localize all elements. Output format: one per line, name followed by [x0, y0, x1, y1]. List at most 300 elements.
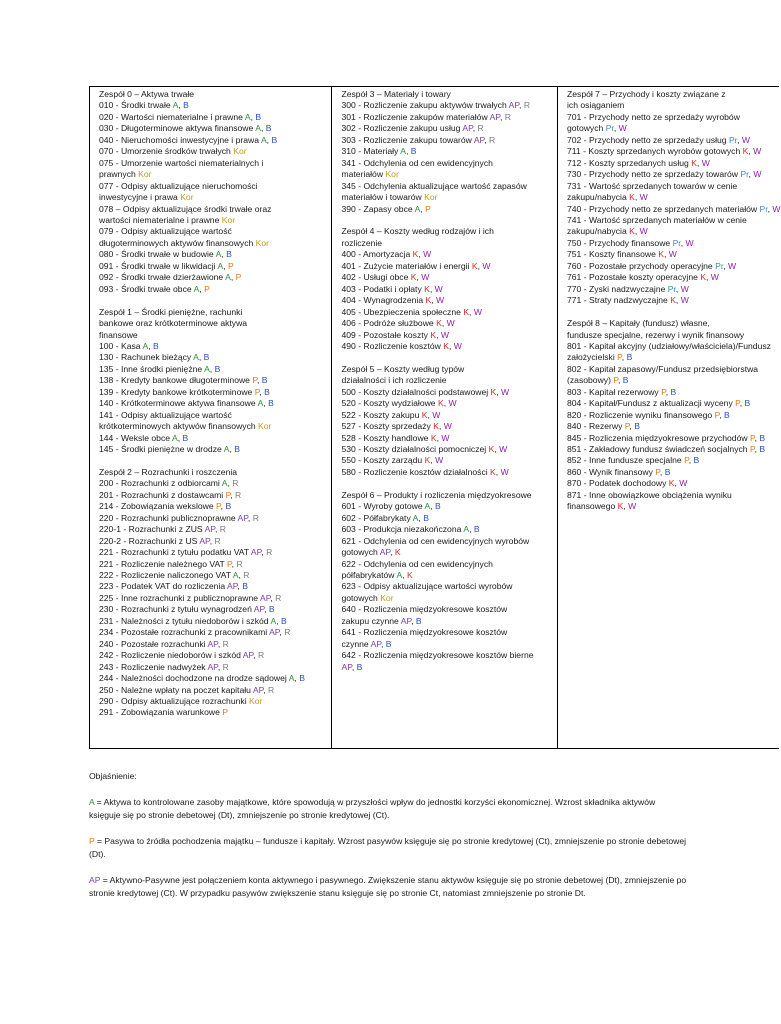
legend-title: Objaśnienie:: [89, 771, 137, 781]
account-text: 845 - Rozliczenia międzyokresowe przychodów: [567, 432, 748, 443]
account-type-tag: R: [219, 524, 226, 535]
account-type-tag: R: [243, 570, 250, 580]
account-type-tag: K: [691, 157, 697, 168]
account-type-tag: R: [284, 627, 291, 638]
account-line: (zasobowy) P, B: [567, 375, 629, 386]
account-type-tag: W: [499, 444, 508, 455]
account-type-tag: B: [435, 501, 441, 512]
account-type-tag: K: [670, 295, 676, 306]
account-text: 603 - Produkcja niezakończona: [341, 524, 462, 535]
account-text: 401 - Zużycie materiałów i energii: [341, 260, 470, 271]
account-type-tag: B: [473, 524, 480, 535]
account-line: [99, 421, 328, 432]
account-type-tag: AP: [341, 661, 352, 672]
account-text: 220 - Rozrachunki publicznoprawne: [99, 512, 236, 523]
account-type-tag: K: [433, 421, 439, 432]
account-type-tag: W: [741, 134, 750, 145]
account-text: 404 - Wynagrodzenia: [341, 295, 424, 306]
account-line: 406 - Podróże służbowe K, W: [341, 318, 455, 329]
account-group: [99, 89, 328, 295]
account-text: 803 - Kapitał rezerwowy: [567, 386, 659, 397]
account-text: 390 - Zapasy obce: [341, 203, 413, 214]
account-text: 403 - Podatki i opłaty: [341, 283, 422, 294]
account-line: 030 - Długoterminowe aktywa finansowe A, B: [99, 123, 272, 134]
account-line: [341, 627, 554, 638]
account-type-tag: K: [437, 398, 444, 409]
account-type-tag: K: [700, 272, 707, 283]
account-text: 527 - Koszty sprzedaży: [341, 421, 431, 432]
account-text: 301 - Rozliczenie zakupów materiałów: [341, 111, 488, 122]
account-type-tag: B: [268, 604, 275, 615]
account-type-tag: AP: [473, 134, 485, 145]
account-line: 860 - Wynik finansowy P, B: [567, 466, 671, 477]
account-type-tag: K: [742, 146, 749, 157]
legend: [89, 770, 689, 913]
account-line: 400 - Amortyzacja K, W: [341, 249, 432, 260]
group-heading: [99, 467, 328, 478]
account-text: 345 - Odchylenia aktualizujące wartość zapasów: [341, 180, 527, 191]
account-type-tag: B: [203, 352, 210, 363]
account-type-tag: W: [473, 306, 482, 317]
account-type-tag: A: [142, 340, 149, 351]
account-type-tag: B: [634, 421, 640, 432]
account-type-tag: AP: [462, 123, 473, 134]
account-type-tag: P: [624, 421, 630, 432]
account-text: 712 - Koszty sprzedanych usług: [567, 157, 689, 168]
account-type-tag: R: [523, 100, 531, 111]
account-type-tag: R: [236, 558, 243, 569]
account-type-tag: W: [421, 272, 430, 283]
account-type-tag: Kor: [380, 592, 394, 603]
account-text: zakupu/nabycia: [567, 226, 627, 237]
account-line: 840 - Rezerwy P, B: [567, 421, 640, 432]
account-line: [99, 330, 328, 341]
legend-item: [89, 874, 689, 900]
account-type-tag: Pr: [672, 237, 681, 248]
legend-item: [89, 835, 689, 861]
account-type-tag: AP: [242, 650, 254, 661]
account-type-tag: R: [275, 592, 282, 603]
account-line: [567, 181, 776, 192]
account-line: 603 - Produkcja niezakończona A, B: [341, 524, 480, 535]
account-type-tag: B: [268, 398, 274, 409]
account-line: AP, B: [341, 661, 363, 672]
account-type-tag: R: [257, 650, 265, 661]
account-line: 771 - Straty nadzwyczajne K, W: [567, 295, 689, 306]
account-line: [341, 169, 554, 180]
account-type-tag: AP: [400, 615, 412, 626]
account-type-tag: B: [626, 352, 633, 363]
account-type-tag: AP: [250, 547, 262, 558]
account-type-tag: W: [501, 386, 510, 397]
account-line: [567, 364, 776, 375]
account-text: 550 - Koszty zarządu: [341, 455, 423, 466]
account-group: [341, 364, 554, 479]
account-type-tag: K: [471, 260, 478, 271]
account-line: 852 - Inne fundusze specjalne P, B: [567, 455, 700, 466]
account-text: 144 - Weksle obce: [99, 432, 171, 443]
account-type-tag: R: [477, 123, 484, 134]
account-line: 138 - Kredyty bankowe długoterminowe P, B: [99, 375, 268, 386]
account-type-tag: AP: [489, 111, 500, 122]
account-text: 621 - Odchylenia od cen ewidencyjnych wyrobów: [341, 535, 530, 546]
account-text: 214 - Zobowiązania wekslowe: [99, 501, 214, 512]
account-line: 303 - Rozliczenie zakupu towarów AP, R: [341, 134, 496, 145]
account-line: finansowego K, W: [567, 501, 637, 512]
account-type-tag: K: [425, 295, 432, 306]
group-heading: [99, 307, 328, 318]
account-type-tag: W: [753, 146, 762, 157]
account-text: gotowych: [567, 123, 604, 134]
account-type-tag: A: [204, 363, 210, 374]
account-group: [341, 490, 554, 673]
account-line: 804 - Kapitał/Fundusz z aktualizacji wyceny P, B: [567, 398, 751, 409]
account-line: 711 - Koszty sprzedanych wyrobów gotowych K, W: [567, 146, 762, 157]
account-type-tag: W: [728, 260, 737, 271]
account-type-tag: W: [680, 283, 689, 294]
account-text: 761 - Pozostałe koszty operacyjne: [567, 272, 698, 283]
account-type-tag: AP: [508, 100, 520, 111]
account-text: 860 - Wynik finansowy: [567, 466, 653, 477]
account-text: półfabrykatów: [341, 569, 395, 580]
group-heading: [341, 364, 554, 375]
account-type-tag: P: [684, 455, 689, 466]
account-type-tag: B: [255, 111, 262, 122]
account-line: [99, 238, 328, 249]
account-type-tag: B: [385, 638, 392, 649]
account-line: zakupu/nabycia K, W: [567, 226, 648, 237]
account-type-tag: B: [153, 340, 159, 351]
account-type-tag: B: [299, 673, 305, 684]
account-line: [99, 181, 328, 192]
account-type-tag: P: [655, 466, 660, 477]
account-text: Zespół 6 – Produkty i rozliczenia międzyokresowe: [341, 489, 532, 500]
account-type-tag: A: [255, 123, 261, 134]
account-type-tag: Pr: [667, 283, 676, 294]
account-line: 740 - Przychody netto ze sprzedanych materiałów Pr, W: [567, 203, 781, 214]
account-text: 130 - Rachunek bieżący: [99, 352, 192, 363]
account-text: 851 - Zakładowy fundusz świadczeń socjalnych: [567, 444, 748, 455]
account-line: 092 - Środki trwałe dzierżawione A, P: [99, 272, 242, 283]
account-type-tag: W: [685, 237, 694, 248]
legend-text: = Aktywa to kontrolowane zasoby majątkowe, które spowodują w przyszłości wpływ do jednostki korzyści ekonomicznej. Wzrost składnika aktywów księguje się po stronie debetowej (Dt), zmniejszenie po stronie kredytowej (Ct).: [89, 797, 656, 820]
group-heading: [99, 89, 328, 100]
account-text: 310 - Materiały: [341, 146, 399, 157]
account-text: 240 - Pozostałe rozrachunki: [99, 638, 206, 649]
account-type-tag: W: [680, 295, 689, 306]
account-line: gotowych Pr, W: [567, 123, 627, 134]
account-type-tag: B: [226, 249, 232, 260]
account-text: Zespół 3 – Materiały i towary: [341, 89, 451, 99]
account-text: 139 - Kredyty bankowe krótkoterminowe: [99, 386, 253, 397]
account-type-tag: Kor: [180, 192, 194, 203]
account-text: 602 - Półfabrykaty: [341, 512, 411, 523]
account-text: inwestycyjne i prawa: [99, 192, 178, 203]
table-column-1: [90, 87, 332, 748]
account-line: [567, 330, 776, 341]
account-type-tag: B: [622, 375, 629, 386]
account-type-tag: K: [430, 432, 437, 443]
account-text: 222 - Rozliczenie naliczonego VAT: [99, 570, 231, 580]
account-text: 852 - Inne fundusze specjalne: [567, 455, 682, 466]
account-line: 214 - Zobowiązania wekslowe P, B: [99, 501, 232, 512]
account-text: 711 - Koszty sprzedanych wyrobów gotowych: [567, 146, 741, 157]
account-text: działalności i ich rozliczenie: [341, 375, 447, 386]
account-line: 234 - Pozostałe rozrachunki z pracownikami AP, R: [99, 627, 291, 638]
account-type-tag: W: [772, 203, 781, 214]
account-text: 601 - Wyroby gotowe: [341, 501, 423, 512]
account-line: 409 - Pozostałe koszty K, W: [341, 329, 449, 340]
account-line: 845 - Rozliczenia międzyokresowe przychodów P, B: [567, 432, 766, 443]
account-text: materiałów: [341, 169, 384, 180]
account-text: 402 - Usługi obce: [341, 272, 409, 283]
account-type-tag: R: [232, 478, 239, 489]
account-text: 702 - Przychody netto ze sprzedaży usług: [567, 134, 727, 145]
account-type-tag: W: [441, 432, 450, 443]
account-text: 520 - Koszty wydziałowe: [341, 398, 436, 409]
account-text: 760 - Pozostałe przychody operacyjne: [567, 260, 713, 271]
account-type-tag: P: [227, 260, 234, 271]
account-type-tag: B: [693, 455, 700, 466]
account-type-tag: A: [244, 111, 251, 122]
account-type-tag: Pr: [759, 203, 768, 214]
account-type-tag: R: [214, 535, 221, 546]
account-line: [99, 158, 328, 169]
account-type-tag: Pr: [740, 169, 749, 180]
account-line: 135 - Inne środki pieniężne A, B: [99, 363, 221, 374]
account-type-tag: A: [424, 501, 431, 512]
account-type-tag: P: [252, 375, 257, 386]
account-type-tag: K: [668, 478, 675, 489]
account-text: 225 - Inne rozrachunki z publicznoprawne: [99, 592, 259, 603]
account-type-tag: A: [463, 524, 470, 535]
account-line: 528 - Koszty handlowe K, W: [341, 432, 450, 443]
account-line: 080 - Środki trwałe w budowie A, B: [99, 249, 232, 260]
account-line: 770 - Zyski nadzwyczajne Pr, W: [567, 283, 689, 294]
account-type-tag: P: [425, 203, 431, 214]
account-type-tag: Kor: [385, 169, 399, 180]
account-type-tag: W: [443, 421, 452, 432]
account-type-tag: R: [267, 684, 275, 695]
account-line: [567, 215, 776, 226]
account-type-tag: P: [749, 432, 755, 443]
account-text: rozliczenie: [341, 237, 383, 248]
account-type-tag: A: [217, 260, 224, 271]
account-type-tag: K: [424, 455, 431, 466]
account-line: półfabrykatów A, K: [341, 569, 413, 580]
account-type-tag: B: [264, 386, 270, 397]
account-line: czynne AP, B: [341, 638, 392, 649]
legend-text: = Aktywno-Pasywne jest połączeniem konta aktywnego i pasywnego. Zwiększenie stanu aktywów księguje się po stronie debetowej (Dt), zmniejszenie po stronie kredytowej (Ct). W przypadku pasywów zwiększenie stanu księguje się po stronie Ct, natomiast zmniejszenie po stronie Dt.: [89, 875, 687, 898]
account-type-tag: W: [639, 226, 648, 237]
account-type-tag: B: [415, 615, 422, 626]
account-type-tag: W: [435, 455, 444, 466]
account-text: 300 - Rozliczenie zakupu aktywów trwałych: [341, 100, 507, 111]
account-text: 740 - Przychody netto ze sprzedanych materiałów: [567, 203, 758, 214]
account-type-tag: P: [749, 444, 755, 455]
account-text: Zespół 1 – Środki pieniężne, rachunki: [99, 306, 243, 317]
account-type-tag: A: [270, 615, 277, 626]
account-type-tag: A: [172, 100, 179, 111]
account-type-tag: K: [490, 386, 497, 397]
account-type-tag: K: [629, 192, 635, 203]
account-text: 640 - Rozliczenia międzyokresowe kosztów: [341, 604, 508, 615]
account-type-tag: A: [215, 249, 222, 260]
account-line: 223 - Podatek VAT do rozliczenia AP, B: [99, 581, 248, 592]
account-line: [341, 559, 554, 570]
account-type-tag: K: [430, 329, 437, 340]
account-type-tag: B: [242, 581, 248, 592]
account-text: fundusze specjalne, rezerwy i wynik finansowy: [567, 329, 745, 340]
account-line: 130 - Rachunek bieżący A, B: [99, 352, 210, 363]
account-line: 404 - Wynagrodzenia K, W: [341, 295, 445, 306]
account-type-tag: B: [670, 386, 677, 397]
account-group: [99, 467, 328, 719]
account-line: [341, 581, 554, 592]
account-type-tag: W: [453, 340, 462, 351]
account-type-tag: P: [227, 558, 232, 569]
account-text: 490 - Rozliczenie kosztów: [341, 340, 441, 351]
account-type-tag: K: [406, 569, 413, 580]
account-text: 751 - Koszty finansowe: [567, 249, 656, 260]
account-line: [99, 146, 328, 157]
account-line: [99, 707, 328, 718]
account-line: 200 - Rozrachunki z odbiorcami A, R: [99, 478, 239, 489]
account-type-tag: K: [488, 444, 495, 455]
account-line: 222 - Rozliczenie naliczonego VAT A, R: [99, 570, 250, 580]
account-type-tag: B: [744, 398, 751, 409]
account-type-tag: R: [488, 134, 496, 145]
account-type-tag: B: [423, 512, 429, 523]
account-line: [341, 181, 554, 192]
account-text: Zespół 5 – Koszty według typów: [341, 363, 465, 374]
account-text: założycielski: [567, 352, 615, 363]
account-line: [567, 112, 776, 123]
table-column-2: [332, 87, 558, 748]
account-type-tag: K: [443, 340, 449, 351]
account-line: 300 - Rozliczenie zakupu aktywów trwałych AP, R: [341, 100, 531, 111]
account-type-tag: Pr: [728, 134, 738, 145]
account-type-tag: K: [410, 272, 417, 283]
account-type-tag: Kor: [424, 192, 438, 203]
account-line: 231 - Należności z tytułu niedoborów i szkód A, B: [99, 615, 287, 626]
account-text: 731 - Wartość sprzedanych towarów w cenie: [567, 180, 738, 191]
account-type-tag: P: [222, 707, 228, 718]
account-type-tag: A: [288, 673, 295, 684]
group-heading: [341, 490, 554, 501]
account-line: 244 - Należności dochodzone na drodze sądowej A, B: [99, 673, 305, 684]
account-text: czynne: [341, 638, 369, 649]
account-line: 851 - Zakładowy fundusz świadczeń socjalnych P, B: [567, 444, 766, 455]
account-type-tag: K: [436, 318, 442, 329]
account-type-tag: W: [701, 157, 710, 168]
account-text: 250 - Należne wpłaty na poczet kapitału: [99, 684, 251, 695]
account-text: 870 - Podatek dochodowy: [567, 478, 667, 489]
account-type-tag: AP: [370, 638, 381, 649]
account-type-tag: B: [261, 375, 268, 386]
account-text: 341 - Odchylenia od cen ewidencyjnych: [341, 157, 493, 168]
legend-tag: A: [89, 797, 95, 807]
account-text: 077 - Odpisy aktualizujące nieruchomości: [99, 180, 258, 191]
account-line: 580 - Rozliczenie kosztów działalności K, W: [341, 466, 509, 477]
account-text: 231 - Należności z tytułu niedoborów i szkód: [99, 615, 269, 626]
account-line: 230 - Rozrachunki z tytułu wynagrodzeń AP, B: [99, 604, 275, 615]
account-type-tag: W: [482, 260, 491, 271]
account-type-tag: A: [396, 569, 403, 580]
legend-item: [89, 796, 689, 822]
account-text: 623 - Odpisy aktualizujące wartości wyrobów: [341, 581, 513, 592]
account-line: 301 - Rozliczenie zakupów materiałów AP, R: [341, 111, 511, 122]
account-type-tag: P: [714, 409, 720, 420]
account-text: 730 - Przychody netto ze sprzedaży towarów: [567, 169, 739, 180]
account-line: 010 - Środki trwałe A, B: [99, 100, 189, 111]
account-type-tag: W: [500, 466, 509, 477]
account-line: [341, 593, 554, 604]
account-text: 092 - Środki trwałe dzierżawione: [99, 272, 224, 283]
account-line: 750 - Przychody finansowe Pr, W: [567, 237, 694, 248]
account-line: 760 - Pozostałe przychody operacyjne Pr, W: [567, 260, 737, 271]
account-type-tag: B: [759, 432, 766, 443]
account-type-tag: K: [394, 547, 401, 558]
account-text: Zespół 4 – Koszty według rodzajów i ich: [341, 226, 494, 237]
account-type-tag: A: [221, 478, 228, 489]
account-group: [567, 318, 776, 513]
account-text: 020 - Wartości niematerialne i prawne: [99, 111, 243, 122]
account-type-tag: P: [235, 272, 242, 283]
account-type-tag: A: [193, 352, 199, 363]
account-text: 091 - Środki trwałe w likwidacji: [99, 260, 216, 271]
account-line: [341, 158, 554, 169]
account-type-tag: AP: [207, 661, 218, 672]
account-text: krótkoterminowych aktywów finansowych: [99, 421, 256, 432]
account-line: 100 - Kasa A, B: [99, 340, 159, 351]
account-text: 291 - Zobowiązania warunkowe: [99, 707, 220, 718]
account-text: długoterminowych aktywów finansowych: [99, 237, 254, 248]
account-line: założycielski P, B: [567, 352, 633, 363]
account-line: [567, 490, 776, 501]
account-line: 091 - Środki trwałe w likwidacji A, P: [99, 260, 234, 271]
account-line: 144 - Weksle obce A, B: [99, 432, 189, 443]
account-text: 242 - Rozliczenie niedoborów i szkód: [99, 650, 241, 661]
account-type-tag: P: [613, 375, 618, 386]
account-text: 200 - Rozrachunki z odbiorcami: [99, 478, 220, 489]
account-text: 522 - Koszty zakupu: [341, 409, 420, 420]
account-text: 243 - Rozliczenie nadwyżek: [99, 661, 206, 672]
account-text: finansowego: [567, 501, 616, 512]
account-type-tag: A: [193, 283, 200, 294]
account-text: 145 - Środki pieniężne w drodze: [99, 444, 222, 455]
group-heading: [567, 318, 776, 329]
account-text: 244 - Należności dochodzone na drodze sądowej: [99, 673, 287, 684]
account-line: 201 - Rozrachunki z dostawcami P, R: [99, 489, 242, 500]
account-type-tag: Kor: [249, 695, 263, 706]
account-type-tag: B: [759, 444, 766, 455]
account-type-tag: W: [668, 249, 677, 260]
account-type-tag: R: [234, 489, 242, 500]
account-type-tag: W: [434, 283, 443, 294]
account-type-tag: Kor: [221, 214, 236, 225]
account-type-tag: B: [265, 123, 272, 134]
account-line: 712 - Koszty sprzedanych usług K, W: [567, 157, 710, 168]
account-type-tag: B: [356, 661, 363, 672]
account-type-tag: W: [639, 192, 648, 203]
account-line: [341, 238, 554, 249]
account-line: 240 - Pozostałe rozrachunki AP, R: [99, 638, 229, 649]
account-text: 220-2 - Rozrachunki z US: [99, 535, 198, 546]
account-type-tag: A: [232, 570, 239, 580]
account-line: [341, 192, 554, 203]
account-type-tag: K: [490, 466, 496, 477]
